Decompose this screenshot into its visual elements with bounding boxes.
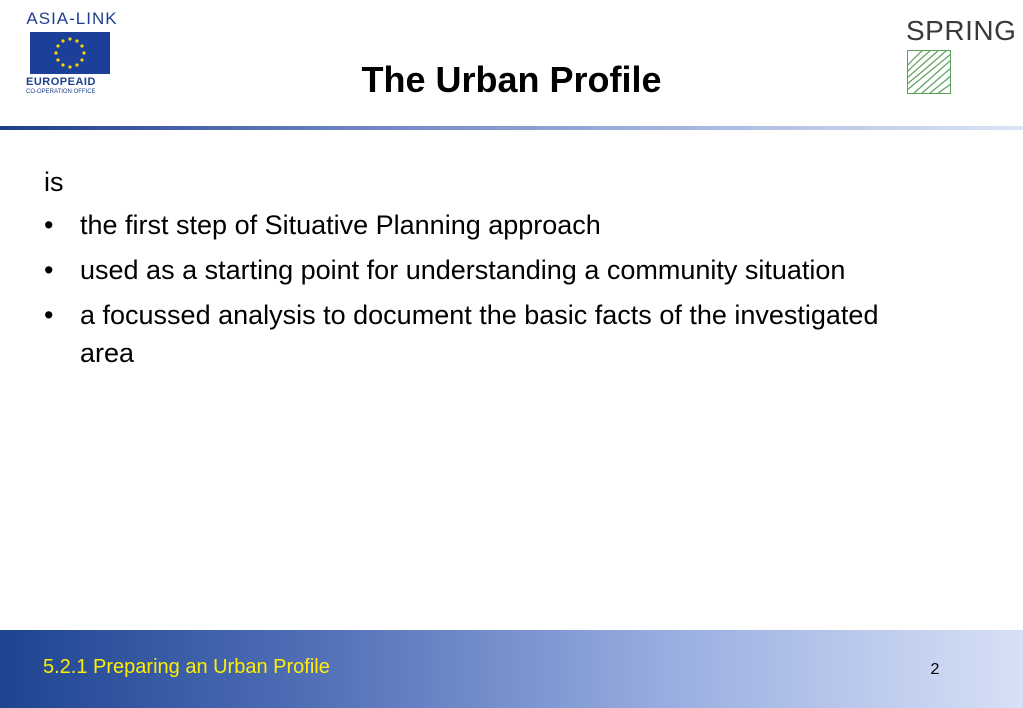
bullet-icon: •	[44, 210, 54, 240]
asia-link-wordmark: ASIA-LINK	[26, 9, 118, 28]
intro-text: is	[44, 167, 64, 197]
bullet-text: used as a starting point for understanding a community situation	[80, 255, 846, 285]
spring-logo	[900, 14, 1015, 98]
slide-footer	[0, 630, 1023, 708]
bullet-text: a focussed analysis to document the basic facts of the investigated area	[80, 300, 879, 368]
cooperation-office-label: CO-OPERATION OFFICE	[26, 89, 96, 95]
bullet-item	[44, 206, 884, 244]
page-number: 2	[930, 661, 940, 678]
europeaid-wordmark: EUROPEAID	[26, 76, 96, 88]
spring-wordmark: SPRING	[906, 15, 1017, 46]
header-divider	[0, 126, 1023, 130]
bullet-icon: •	[44, 255, 54, 285]
bullet-item	[44, 251, 884, 289]
slide-body	[44, 163, 884, 379]
slide-title: The Urban Profile	[361, 59, 662, 100]
bullet-icon: •	[44, 300, 54, 330]
spring-mark-icon	[907, 50, 951, 94]
bullet-list	[44, 206, 884, 372]
footer-section-label: 5.2.1 Preparing an Urban Profile	[43, 656, 330, 678]
bullet-item	[44, 296, 884, 372]
bullet-text: the first step of Situative Planning approach	[80, 210, 601, 240]
